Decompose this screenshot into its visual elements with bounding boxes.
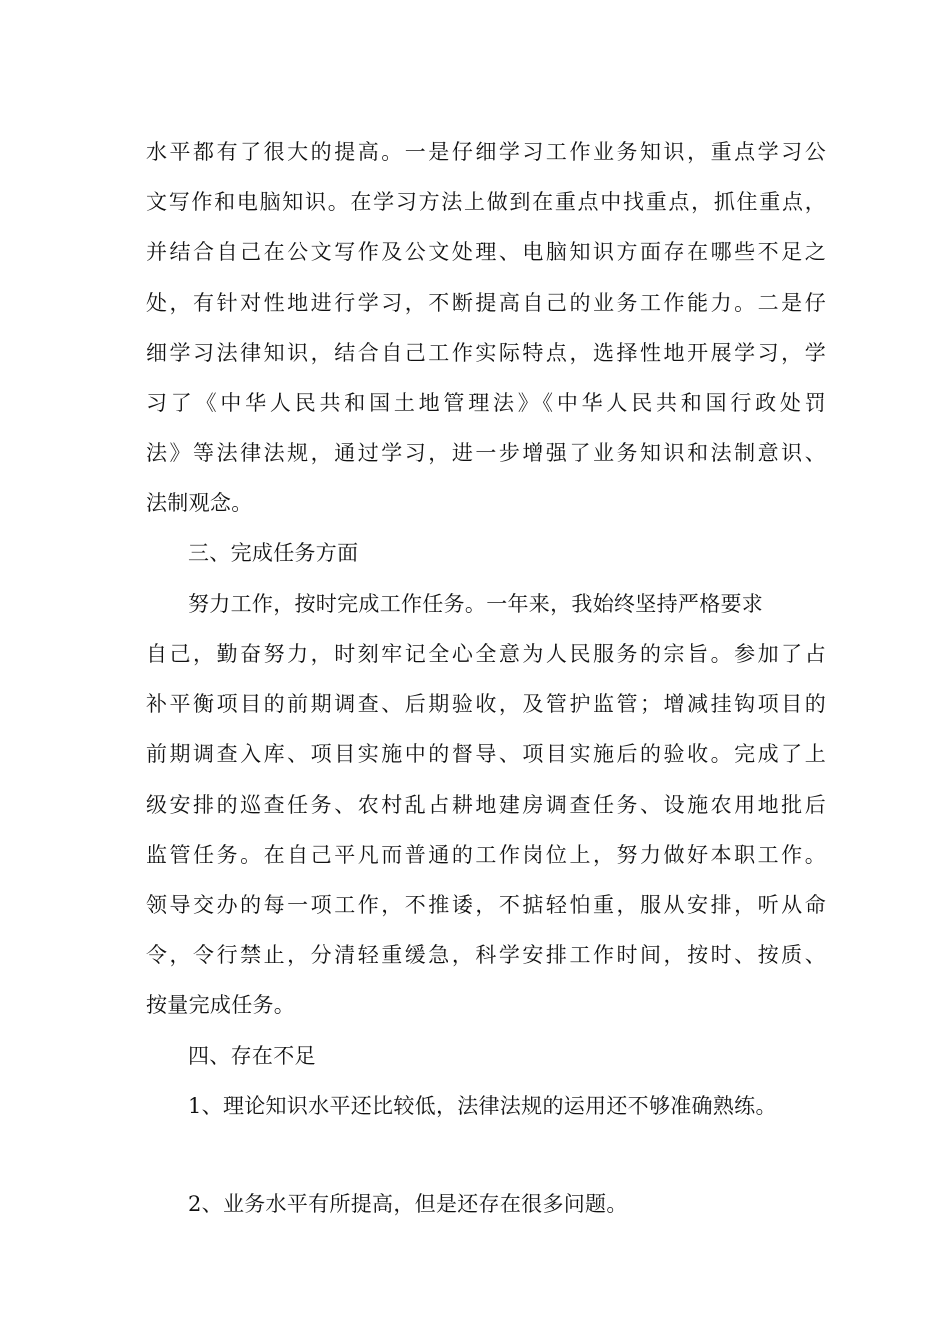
paragraph-line: 自己，勤奋努力，时刻牢记全心全意为人民服务的宗旨。参加了占 [146, 642, 826, 666]
paragraph-line: 习了《中华人民共和国土地管理法》《中华人民共和国行政处罚 [146, 391, 826, 415]
paragraph-line: 补平衡项目的前期调查、后期验收，及管护监管；增减挂钩项目的 [146, 692, 826, 716]
section-heading: 三、完成任务方面 [188, 541, 359, 565]
paragraph-line: 法》等法律法规，通过学习，进一步增强了业务知识和法制意识、 [146, 441, 826, 465]
paragraph-line: 法制观念。 [146, 491, 253, 515]
section-heading: 四、存在不足 [188, 1044, 316, 1068]
paragraph-line: 监管任务。在自己平凡而普通的工作岗位上，努力做好本职工作。 [146, 843, 826, 867]
paragraph-line: 细学习法律知识，结合自己工作实际特点，选择性地开展学习，学 [146, 341, 826, 365]
paragraph-line: 按量完成任务。 [146, 993, 296, 1017]
paragraph-line: 努力工作，按时完成工作任务。一年来，我始终坚持严格要求 [188, 592, 764, 616]
paragraph-line: 并结合自己在公文写作及公文处理、电脑知识方面存在哪些不足之 [146, 240, 826, 264]
paragraph-line: 领导交办的每一项工作，不推诿，不掂轻怕重，服从安排，听从命 [146, 893, 826, 917]
paragraph-line: 前期调查入库、项目实施中的督导、项目实施后的验收。完成了上 [146, 742, 826, 766]
paragraph-line: 级安排的巡查任务、农村乱占耕地建房调查任务、设施农用地批后 [146, 793, 826, 817]
list-item: 1、理论知识水平还比较低，法律法规的运用还不够准确熟练。 [188, 1094, 777, 1118]
paragraph-line: 令，令行禁止，分清轻重缓急，科学安排工作时间，按时、按质、 [146, 943, 826, 967]
paragraph-line: 处，有针对性地进行学习，不断提高自己的业务工作能力。二是仔 [146, 291, 826, 315]
paragraph-line: 文写作和电脑知识。在学习方法上做到在重点中找重点，抓住重点， [146, 190, 826, 214]
paragraph-line: 水平都有了很大的提高。一是仔细学习工作业务知识，重点学习公 [146, 140, 826, 164]
list-item: 2、业务水平有所提高，但是还存在很多问题。 [188, 1192, 628, 1216]
